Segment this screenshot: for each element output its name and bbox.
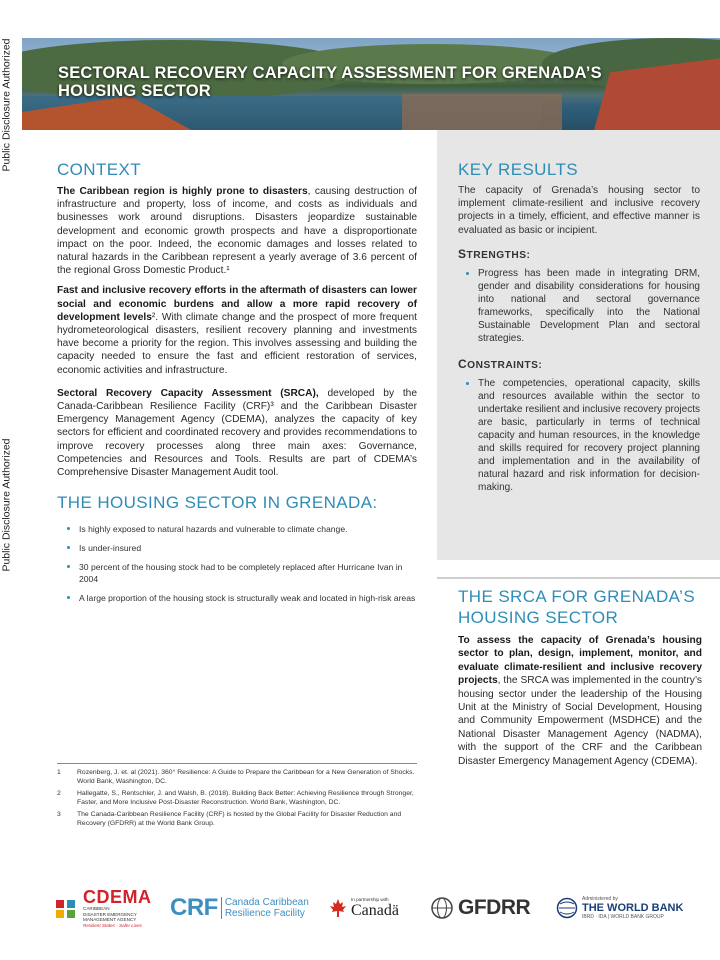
footnote-text: The Canada-Caribbean Resilience Facility (CRF) is hosted by the Global Facility for Disaster Reduction and Recovery (GFDRR) at the World Bank Group. [77, 811, 402, 827]
footnote-number: 1 [57, 769, 61, 776]
footnote-text: Hallegatte, S., Rentschler, J. and Walsh, B. (2018). Building Back Better: Achieving Resilience through Stronger, Faster, and More Inclusive Post-Disaster Reconstruction. World Bank, Washington, DC. [77, 790, 414, 806]
srca-heading [458, 586, 702, 628]
crf-logo [170, 888, 310, 928]
context-paragraph-2 [57, 284, 417, 376]
cdema-wordmark: CDEMA [83, 887, 152, 907]
cdema-emblem-icon [54, 895, 80, 921]
context-p1-bold: The Caribbean region is highly prone to disasters [57, 186, 308, 197]
gfdrr-wordmark: GFDRR [458, 896, 531, 919]
cdema-tagline: Resilient States - Safer Lives [83, 922, 142, 928]
world-bank-administered-text: Administered by [582, 896, 618, 902]
strengths-rest: TRENGTHS: [466, 249, 531, 261]
key-results-heading: KEY RESULTS [458, 160, 578, 179]
srca-text: , the SRCA was implemented in the country’s housing sector under the leadership of the Housing Unit at the Ministry of Social Development, Housing and Community Empowerment (MSDHCE) and the National Disaster Management Agency (NADMA), with the support of the CRF and the Caribbean Disaster Emergency Management Agency (CDEMA). [458, 675, 702, 767]
context-p3-text: developed by the Canada-Caribbean Resilience Facility (CRF)³ and the Caribbean Disaster Emergency Management Agency (CDEMA), analyzes the capacity of key sectors for efficient and coordinated recovery and provides recommendations to improve recovery processes along three main axes: Governance, Competencies and Resources and Tools. Results are part of CDEMA’s Comprehensive Disaster Management Audit tool. [57, 387, 417, 479]
canada-partnership-text: In partnership with [351, 896, 389, 902]
section-divider [437, 577, 720, 579]
strengths-cap: S [458, 246, 467, 261]
srca-heading-line-2: HOUSING SECTOR [458, 608, 619, 627]
list-item: Is under-insured [65, 542, 417, 554]
footnote-1 [57, 769, 417, 786]
footnotes [57, 763, 417, 832]
world-bank-globe-icon [556, 897, 578, 919]
crf-text [221, 897, 309, 919]
constraints-rest: ONSTRAINTS: [467, 359, 543, 371]
constraints-cap: C [458, 356, 468, 371]
list-item: The competencies, operational capacity, skills and resources available within the sector to undertake resilient and inclusive recovery projects are basic, particularly in terms of technical capacity and human resources, in the knowledge and skills required for recovery project planning and implementation and in the availability of natural hazard and risk information for decision-making. [464, 377, 700, 494]
srca-bold: To assess the capacity of Grenada’s housing sector to plan, design, implement, monitor, and evaluate climate-resilient and inclusive recovery projects [458, 635, 702, 687]
document-title: SECTORAL RECOVERY CAPACITY ASSESSMENT FOR GRENADA’S HOUSING SECTOR [58, 64, 602, 100]
footnote-2 [57, 790, 417, 807]
cdema-sub-3: MANAGEMENT AGENCY [83, 917, 137, 922]
disclosure-stamp-top [0, 20, 14, 190]
cdema-sub-1: CARIBBEAN [83, 906, 110, 911]
constraints-list [458, 377, 700, 494]
footnote-text: Rozenberg, J. et. al (2021). 360° Resilience: A Guide to Prepare the Caribbean for a New Generation of Shocks. World Bank, Washington, DC. [77, 769, 415, 785]
context-p1-text: , causing destruction of infrastructure and property, loss of income, and costs as individuals and businesses work around disruptions. Disasters jeopardize sustainable development and economic growth prospects and have a disproportionate impact on the poor. Indeed, the economic damages and losses related to natural hazards in the Caribbean represent a yearly average of 3.6 percent of the regional Gross Domestic Product.¹ [57, 186, 417, 277]
housing-bullet-list [57, 523, 417, 604]
header-banner-photo [22, 38, 720, 130]
footnote-number: 2 [57, 790, 61, 797]
crf-line-1: Canada Caribbean [224, 897, 309, 908]
cdema-logo [54, 888, 154, 928]
context-p2-text: ². With climate change and the prospect of more frequent hydrometeorological disasters, resilient recovery planning and investments have become a priority for the region. This involves assessing and building the capacity needed to ensure the fast and efficient restoration of services, economic activities and infrastructure. [57, 311, 417, 376]
context-heading: CONTEXT [57, 160, 142, 179]
gfdrr-globe-icon [430, 896, 454, 920]
left-column [57, 160, 417, 611]
crf-line-2: Resilience Facility [224, 908, 305, 919]
world-bank-subtitle: IBRD · IDA | WORLD BANK GROUP [582, 914, 664, 920]
srca-paragraph [458, 634, 702, 768]
list-item: Is highly exposed to natural hazards and vulnerable to climate change. [65, 523, 417, 535]
footnote-3 [57, 811, 417, 828]
disclosure-stamp-text: Public Disclosure Authorized [1, 438, 14, 572]
constraints-heading [458, 357, 700, 371]
canada-wordmark: Canadä [351, 901, 399, 919]
key-results [458, 160, 700, 494]
strengths-heading [458, 247, 700, 261]
context-p3-bold: Sectoral Recovery Capacity Assessment (SRCA), [57, 387, 319, 399]
disclosure-stamp-text: Public Disclosure Authorized [1, 38, 14, 172]
context-paragraph-3 [57, 387, 417, 479]
list-item: 30 percent of the housing stock had to be completely replaced after Hurricane Ivan in 2004 [65, 561, 417, 585]
list-item: A large proportion of the housing stock is structurally weak and located in high-risk areas [65, 592, 417, 604]
world-bank-logo [556, 888, 686, 928]
cdema-sub-2: DISASTER EMERGENCY [83, 911, 137, 917]
key-results-intro: The capacity of Grenada’s housing sector to implement climate-resilient and inclusive recovery projects in a timely, efficient, and effective manner is evaluated as basic or incipient. [458, 185, 700, 236]
gfdrr-logo [430, 888, 540, 928]
context-p2-bold: Fast and inclusive recovery efforts in the aftermath of disasters can lower social and economic burdens and allow a more rapid recovery of development levels [57, 285, 417, 323]
maple-leaf-icon [328, 898, 348, 918]
housing-heading: THE HOUSING SECTOR IN GRENADA: [57, 493, 378, 513]
srca-section [458, 586, 702, 768]
canada-logo [328, 888, 418, 928]
footnote-number: 3 [57, 811, 61, 818]
world-bank-wordmark: THE WORLD BANK [582, 902, 684, 914]
partner-logos [54, 888, 684, 928]
srca-heading-line-1: THE SRCA FOR GRENADA’S [458, 587, 696, 606]
list-item: Progress has been made in integrating DRM, gender and disability considerations for housing into national and sectoral governance frameworks, specifically into the National Sustainable Development Plan and sectoral strategies. [464, 267, 700, 345]
disclosure-stamp-middle [0, 420, 14, 590]
crf-wordmark: CRF [170, 894, 218, 921]
strengths-list [458, 267, 700, 345]
context-paragraph-1 [57, 185, 417, 277]
